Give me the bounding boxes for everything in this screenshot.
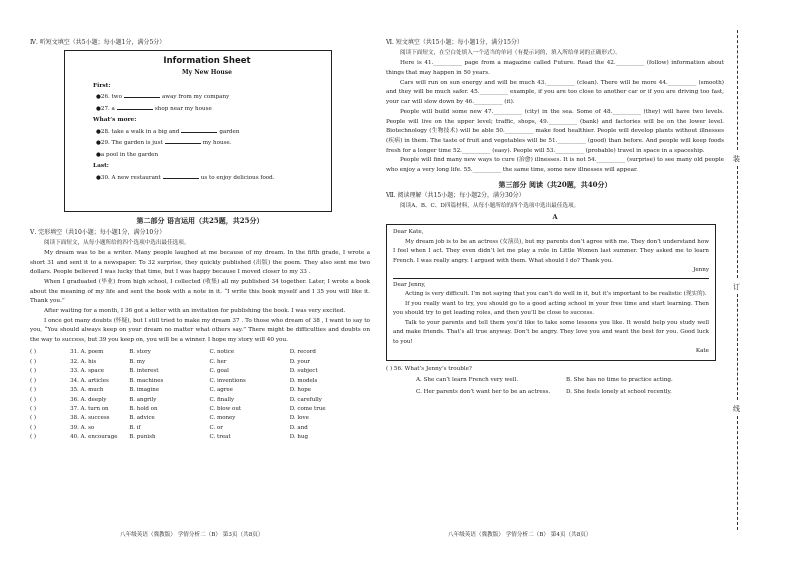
section-6-instruction: 阅读下面短文，在空白处填入一个适当的单词（有提示词的，填入所给单词的正确形式）。 — [400, 50, 621, 56]
option-a[interactable]: 35. A. much — [70, 387, 104, 394]
option-c[interactable]: C. or — [209, 424, 223, 431]
letter-2-signature: Kate — [695, 348, 709, 355]
option-row — [30, 395, 370, 404]
option-a[interactable]: 36. A. deeply — [70, 396, 107, 403]
letter-1-signature: Jenny — [693, 267, 709, 274]
option-row — [30, 357, 370, 366]
option-c[interactable]: C. notice — [209, 349, 235, 356]
answer-paren[interactable]: ( ) — [30, 405, 37, 412]
option-c[interactable]: C. finally — [209, 396, 235, 403]
option-a[interactable]: 39. A. so — [70, 424, 95, 431]
binding-char: 订 — [733, 283, 740, 291]
option-row — [30, 367, 370, 376]
cloze-passage — [30, 249, 370, 346]
line-30: ●30. A new restaurant us to enjoy delicious food. — [96, 174, 275, 181]
cloze-options-table — [30, 348, 370, 442]
option-b[interactable]: B. angrily — [129, 396, 157, 403]
blank-26[interactable] — [124, 93, 160, 98]
option-a[interactable]: 33. A. space — [70, 368, 105, 375]
option-a[interactable]: 37. A. turn on — [70, 405, 109, 412]
option-d[interactable]: D. hope — [289, 387, 312, 394]
answer-paren[interactable]: ( ) — [30, 415, 37, 422]
option-b[interactable]: B. punish — [129, 434, 156, 441]
option-row — [30, 414, 370, 423]
option-d[interactable]: D. your — [289, 358, 311, 365]
blank-28[interactable] — [181, 128, 217, 133]
line-27: ●27. a shop near my house — [96, 105, 212, 112]
answer-paren[interactable]: ( ) — [30, 434, 37, 441]
option-b[interactable]: B. imagine — [129, 387, 160, 394]
option-b[interactable]: B. my — [129, 358, 146, 365]
last-label: Last: — [93, 163, 109, 170]
option-c[interactable]: C. blow out — [209, 405, 242, 412]
option-c[interactable]: C. her — [209, 358, 227, 365]
option-a[interactable]: 32. A. his — [70, 358, 97, 365]
cloze-paragraph: My dream was to be a writer. Many people laughed at me because of my dream. In the fifth grade, I wrote a short 31 and sent it to a newspaper. To 32 surprise, they quickly published (出版) the poem. They also sent me two dollars. People believed I was lucky that time, but I was happy because I moved closer to my 33 . — [30, 249, 370, 276]
blank-30[interactable] — [163, 174, 199, 179]
option-d[interactable]: D. models — [289, 377, 318, 384]
answer-paren[interactable]: ( ) — [30, 387, 37, 394]
cloze-paragraph: I once got many doubts (怀疑), but I still tried to make my dream 37 . To those who dream of 38 , I want to say to you, “You should always keep on your dream no matter what others say.” There might be difficulties and doubts on the way to success, but 39 you keep on, you will be a winner. I hope my story will 40 you. — [30, 317, 370, 344]
option-b[interactable]: B. interest — [129, 368, 159, 375]
option-row — [30, 433, 370, 442]
option-row — [30, 404, 370, 413]
option-56-d[interactable]: D. She feels lonely at school recently. — [566, 388, 672, 395]
option-56-b[interactable]: B. She has no time to practice acting. — [566, 377, 673, 384]
info-sheet-title: Information Sheet — [163, 56, 251, 66]
option-a[interactable]: 34. A. articles — [70, 377, 109, 384]
section-4-title: Ⅳ. 听短文填空（共5小题；每小题1分，满分5分） — [30, 39, 166, 46]
section-6-title: Ⅵ. 短文填空（共15小题；每小题1分，满分15分） — [386, 39, 523, 46]
fill-paragraph: People will build some new 47.__________ (city) in the sea. Some of 48.__________ (they) will have two levels. People will live on the upper level; traffic, shops, 49.__________ (bank) and factories will be on the lower level. Biotechnology (生物技术) will be able 50.__________ make food healthier. People will develop plants without illnesses (疾病) in them. The taste of fruit and vegetables will be 51.__________ (good) than before. And people will keep foods fresh for a longer time 52.__________ (easy). People will 53.__________ (probable) travel in space in a spaceship. — [386, 108, 724, 154]
option-a[interactable]: 40. A. encourage — [70, 434, 118, 441]
blank-27[interactable] — [117, 105, 153, 110]
line-28: ●28. take a walk in a big and garden — [96, 128, 240, 135]
option-c[interactable]: C. money — [209, 415, 236, 422]
letters-box — [386, 224, 716, 361]
part-2-heading: 第二部分 语言运用（共25题，共25分） — [136, 216, 264, 225]
binding-char: 装 — [733, 155, 740, 163]
option-b[interactable]: B. hold on — [129, 405, 158, 412]
page-footer-left: 八年级英语（冀教版） 学情分析二（B） 第3页（共8页） — [120, 531, 264, 538]
option-c[interactable]: C. agree — [209, 387, 233, 394]
question-56-options-row — [416, 388, 724, 396]
option-d[interactable]: D. record — [289, 349, 316, 356]
option-d[interactable]: D. love — [289, 415, 309, 422]
fill-paragraph: People will find many new ways to cure (治愈) illnesses. It is not 54.__________ (surprise) to see many old people who enjoy a very long life. 55.__________ the same time, some new illnesses will appear. — [386, 157, 724, 173]
option-d[interactable]: D. hug — [289, 434, 309, 441]
answer-paren[interactable]: ( ) — [30, 349, 37, 356]
section-7-instruction: 阅读A、B、C、D四篇材料，从每小题所给的四个选项中选出最佳选项。 — [400, 203, 580, 210]
left-page — [0, 0, 378, 561]
option-56-c[interactable]: C. Her parents don’t want her to be an actress. — [416, 388, 551, 395]
page-footer-right: 八年级英语（冀教版） 学情分析二（B） 第4页（共8页） — [448, 531, 592, 538]
option-c[interactable]: C. treat — [209, 434, 231, 441]
letter-1-body: My dream job is to be an actress (女演员), but my parents don’t agree with me. They don’t understand how I feel when I act. They even didn’t let me play a role in Little Women last summer. They asked me to learn French. I was really angry. I argued with them. What should I do? Thank you. — [393, 238, 709, 264]
cloze-paragraph: When I graduated (毕业) from high school, I collected (收集) all my published 34 together. Later, I wrote a book about the meaning of my life and sent the book with a note in it. “I write this book myself and I 35 you will like it. Thank you.” — [30, 278, 370, 305]
fill-paragraph: Cars will run on sun energy and will be much 43.__________ (clean). There will be more 44.__________ (smooth) and they will be much safer. 45.__________ example, if you are too close to another car or if you are driving too fast, your car will slow down by 46.__________ (it). — [386, 79, 724, 106]
fill-paragraph: Here is 41.__________ page from a magazine called Future. Read the 42.__________ (follow) information about things that may happen in 50 years. — [386, 60, 724, 77]
binding-dash — [737, 294, 738, 400]
passage-a-label: A — [552, 212, 558, 221]
option-c[interactable]: C. inventions — [209, 377, 246, 384]
option-d[interactable]: D. subject — [289, 368, 318, 375]
question-56-options-row — [416, 376, 724, 384]
binding-dash — [737, 416, 738, 530]
line-26: ●26. two away from my company — [96, 94, 230, 101]
answer-paren[interactable]: ( ) — [30, 368, 37, 375]
line-pool: ●a pool in the garden — [96, 151, 159, 158]
blank-29[interactable] — [165, 139, 201, 144]
answer-paren[interactable]: ( ) — [30, 358, 37, 365]
right-page — [378, 0, 728, 561]
question-56: ( ) 56. What’s Jenny’s trouble? — [386, 365, 472, 372]
first-label: First: — [93, 82, 111, 89]
binding-dash — [737, 30, 738, 150]
whats-more-label: What’s more: — [93, 117, 137, 124]
option-c[interactable]: C. goal — [209, 368, 229, 375]
option-row — [30, 376, 370, 385]
binding-margin — [730, 30, 746, 530]
section-5-title: Ⅴ. 完形填空（共10小题；每小题1分，满分10分） — [30, 228, 166, 236]
letter-divider — [393, 278, 709, 279]
cloze-paragraph: After waiting for a month, I 36 got a letter with an invitation for publishing the book. I was very excited. — [44, 308, 346, 315]
section-5-instruction: 阅读下面短文，从每小题所给的四个选项中选出最佳选项。 — [44, 239, 190, 246]
option-b[interactable]: B. if — [129, 424, 141, 431]
answer-paren[interactable]: ( ) — [30, 396, 37, 403]
option-d[interactable]: D. come true — [289, 405, 326, 412]
binding-dash — [737, 166, 738, 278]
letter-1-greeting: Dear Kate, — [393, 229, 424, 236]
option-d[interactable]: D. and — [289, 424, 308, 431]
letter-2-body: If you really want to try, you should go to a good acting school in your free time and start learning. Then you should try to get leading roles, and then you’ll be close to success. — [393, 300, 709, 317]
option-row — [30, 423, 370, 432]
letter-2-greeting: Dear Jenny, — [393, 281, 426, 288]
information-sheet — [64, 50, 332, 212]
option-b[interactable]: B. advice — [129, 415, 155, 422]
section-7-title: Ⅶ. 阅读理解（共15小题；每小题2分，满分30分） — [386, 192, 525, 200]
option-d[interactable]: D. carefully — [289, 396, 322, 403]
option-b[interactable]: B. machines — [129, 377, 164, 384]
answer-paren[interactable]: ( ) — [30, 377, 37, 384]
letter-2-body: Talk to your parents and tell them you’d like to take some lessons you like. It would help you study well and make friends. That’s all true anyway. Don’t be angry. They love you and want the best for you. Good luck to you! — [393, 319, 709, 345]
option-row — [30, 348, 370, 357]
info-sheet-subtitle: My New House — [181, 68, 232, 76]
line-29: ●29. The garden is just my house. — [96, 140, 232, 147]
answer-paren[interactable]: ( ) — [30, 424, 37, 431]
binding-char: 线 — [733, 405, 740, 413]
option-b[interactable]: B. story — [129, 349, 151, 356]
option-a[interactable]: 31. A. poem — [70, 349, 104, 356]
letter-2-body: Acting is very difficult. I’m not saying that you can’t do well in it, but it’s important to be realistic (现实的). — [405, 291, 707, 298]
option-56-a[interactable]: A. She can’t learn French very well. — [416, 377, 519, 384]
option-row — [30, 386, 370, 395]
fill-passage — [386, 59, 724, 175]
part-3-heading: 第三部分 阅读（共20题，共40分） — [498, 179, 612, 189]
option-a[interactable]: 38. A. success — [70, 415, 110, 422]
